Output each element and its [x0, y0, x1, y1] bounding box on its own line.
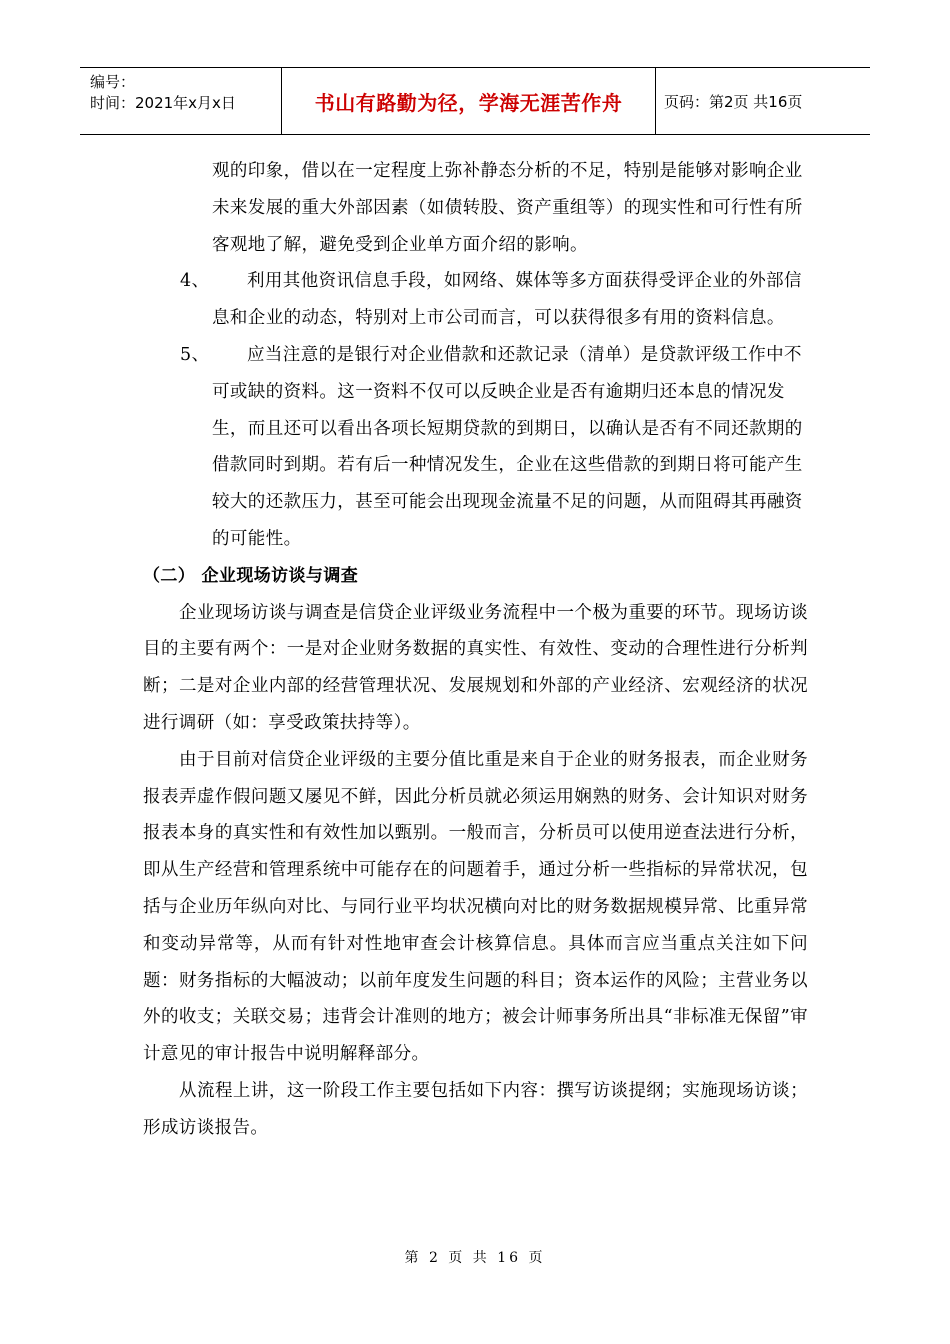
list-item-number: 5、 — [180, 344, 210, 365]
list-item-number: 4、 — [180, 271, 210, 292]
list-item — [143, 337, 808, 558]
header-number-label: 编号： — [90, 73, 136, 91]
header-motto: 书山有路勤为径，学海无涯苦作舟 — [282, 68, 656, 134]
header-meta — [80, 68, 282, 134]
list-item-text: 利用其他资讯信息手段，如网络、媒体等多方面获得受评企业的外部信息和企业的动态，特别对上市公司而言，可以获得很多有用的资料信息。 — [212, 271, 802, 329]
header-page-info: 页码：第2页 共16页 — [664, 92, 803, 111]
continuation-paragraph: 观的印象，借以在一定程度上弥补静态分析的不足，特别是能够对影响企业未来发展的重大外部因素（如债转股、资产重组等）的现实性和可行性有所客观地了解，避免受到企业单方面介绍的影响。 — [212, 161, 803, 255]
document-body — [143, 153, 808, 1147]
page-footer: 第 2 页 共 16 页 — [404, 1250, 546, 1266]
body-paragraph: 企业现场访谈与调查是信贷企业评级业务流程中一个极为重要的环节。现场访谈目的主要有两个：一是对企业财务数据的真实性、有效性、变动的合理性进行分析判断；二是对企业内部的经营管理状况、发展规划和外部的产业经济、宏观经济的状况进行调研（如：享受政策扶持等）。 — [143, 602, 808, 733]
body-paragraph: 从流程上讲，这一阶段工作主要包括如下内容：撰写访谈提纲；实施现场访谈；形成访谈报告。 — [143, 1080, 808, 1138]
list-item — [143, 263, 808, 337]
page-header — [80, 67, 870, 135]
body-paragraph: 由于目前对信贷企业评级的主要分值比重是来自于企业的财务报表，而企业财务报表弄虚作假问题又屡见不鲜，因此分析员就必须运用娴熟的财务、会计知识对财务报表本身的真实性和有效性加以甄别。一般而言，分析员可以使用逆查法进行分析，即从生产经营和管理系统中可能存在的问题着手，通过分析一些指标的异常状况，包括与企业历年纵向对比、与同行业平均状况横向对比的财务数据规模异常、比重异常和变动异常等，从而有针对性地审查会计核算信息。具体而言应当重点关注如下问题：财务指标的大幅波动；以前年度发生问题的科目；资本运作的风险；主营业务以外的收支；关联交易；违背会计准则的地方；被会计师事务所出具“非标准无保留”审计意见的审计报告中说明解释部分。 — [143, 749, 808, 1065]
list-item-text: 应当注意的是银行对企业借款和还款记录（清单）是贷款评级工作中不可或缺的资料。这一资料不仅可以反映企业是否有逾期归还本息的情况发生，而且还可以看出各项长短期贷款的到期日，以确认是否有不同还款期的借款同时到期。若有后一种情况发生，企业在这些借款的到期日将可能产生较大的还款压力，甚至可能会出现现金流量不足的问题，从而阻碍其再融资的可能性。 — [212, 344, 803, 549]
header-time-label: 时间：2021年x月x日 — [90, 94, 236, 112]
section-heading: （二） 企业现场访谈与调查 — [143, 565, 359, 586]
